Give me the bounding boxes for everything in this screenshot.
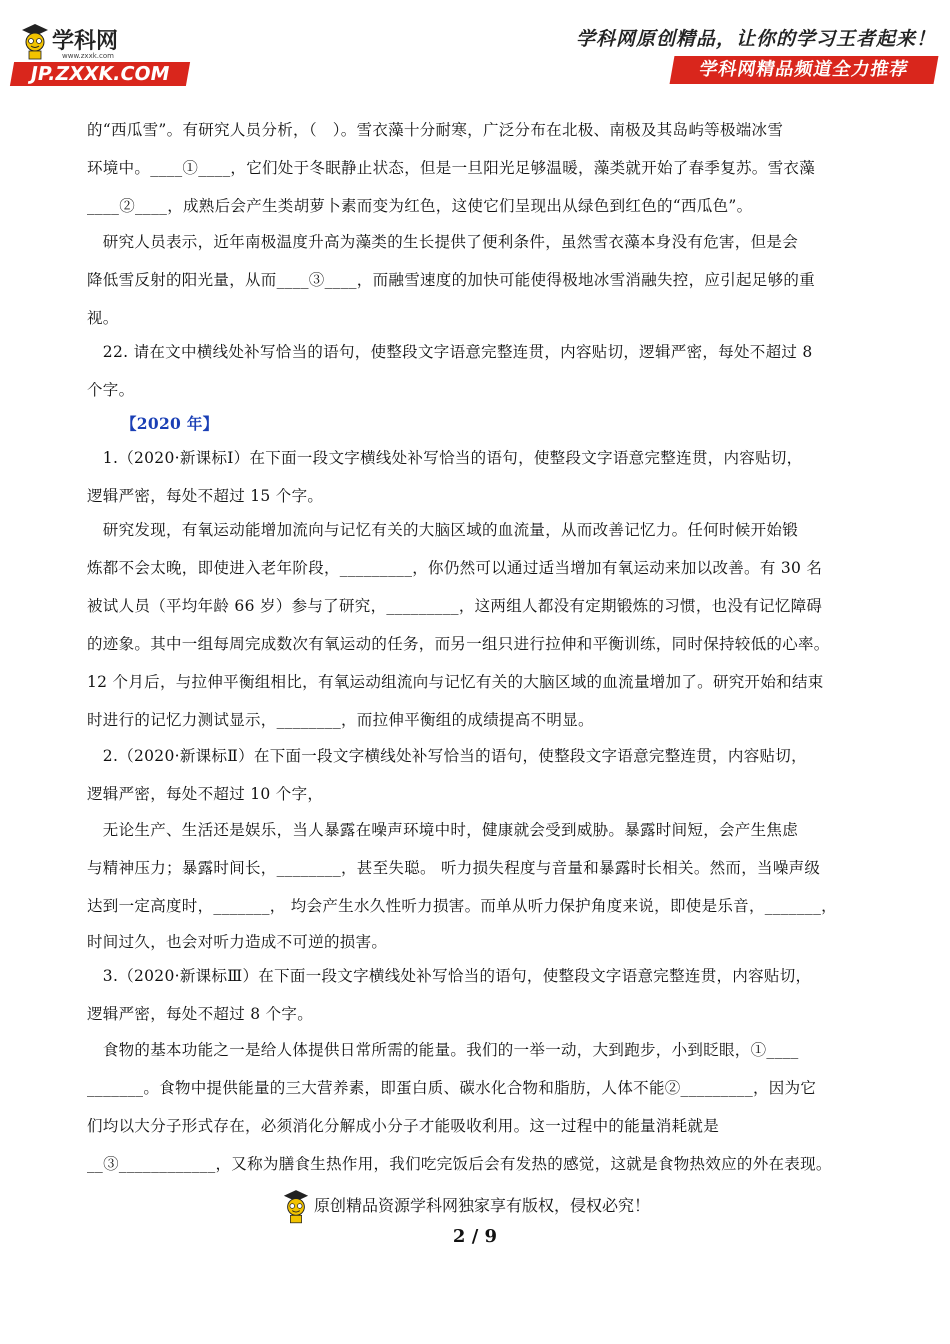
header-banner: 学科网精品频道全力推荐 <box>670 56 939 84</box>
text-line: 12 个月后，与拉伸平衡组相比，有氧运动组流向与记忆有关的大脑区域的血流量增加了。研究开始和结束 <box>87 673 824 691</box>
text-line: 逻辑严密，每处不超过 8 个字。 <box>87 1005 314 1023</box>
text-line: 时间过久，也会对听力造成不可逆的损害。 <box>87 933 388 951</box>
text-line: 个字。 <box>87 381 135 399</box>
text-line: 逻辑严密，每处不超过 15 个字。 <box>87 487 324 505</box>
logo-url: www.zxxk.com <box>62 52 114 60</box>
question-3: 3.（2020·新课标Ⅲ）在下面一段文字横线处补写恰当的语句，使整段文字语意完整连贯，内容贴切， <box>87 967 812 985</box>
mascot-icon <box>20 22 50 60</box>
text-line: ____②____，成熟后会产生类胡萝卜素而变为红色，这使它们呈现出从绿色到红色的“西瓜色”。 <box>87 197 753 215</box>
header-slogan: 学科网原创精品，让你的学习王者起来！ <box>575 28 936 50</box>
logo-domain: JP.ZXXK.COM <box>10 62 190 86</box>
page-header <box>0 0 950 100</box>
text-line: 逻辑严密，每处不超过 10 个字， <box>87 785 324 803</box>
copyright-text: 原创精品资源学科网独家享有版权，侵权必究！ <box>314 1196 651 1215</box>
text-line: 研究发现，有氧运动能增加流向与记忆有关的大脑区域的血流量，从而改善记忆力。任何时候开始锻 <box>87 521 799 539</box>
text-line: 的迹象。其中一组每周完成数次有氧运动的任务，而另一组只进行拉伸和平衡训练，同时保持较低的心率。 <box>87 635 830 653</box>
text-line: __③____________，又称为膳食生热作用，我们吃完饭后会有发热的感觉，这就是食物热效应的外在表现。 <box>87 1155 832 1173</box>
text-line: 们均以大分子形式存在，必须消化分解成小分子才能吸收利用。这一过程中的能量消耗就是 <box>87 1117 720 1135</box>
text-line: 时进行的记忆力测试显示，________，而拉伸平衡组的成绩提高不明显。 <box>87 711 594 729</box>
logo-text: 学科网 <box>52 29 119 54</box>
text-line: 的“西瓜雪”。有研究人员分析，（ ）。雪衣藻十分耐寒，广泛分布在北极、南极及其岛屿等极端冰雪 <box>87 121 784 139</box>
question-1: 1.（2020·新课标Ⅰ）在下面一段文字横线处补写恰当的语句，使整段文字语意完整连贯，内容贴切， <box>87 449 803 467</box>
mascot-icon <box>282 1188 310 1224</box>
question-22: 22. 请在文中横线处补写恰当的语句，使整段文字语意完整连贯，内容贴切，逻辑严密，每处不超过 8 <box>87 343 813 361</box>
text-line: 食物的基本功能之一是给人体提供日常所需的能量。我们的一举一动，大到跑步，小到眨眼，①____ <box>87 1041 799 1059</box>
text-line: 环境中。____①____，它们处于冬眠静止状态，但是一旦阳光足够温暖，藻类就开始了春季复苏。雪衣藻 <box>87 159 816 177</box>
text-line: 达到一定高度时，_______， 均会产生水久性听力损害。而单从听力保护角度来说，即使是乐音，_______， <box>87 897 837 915</box>
text-line: _______。食物中提供能量的三大营养素，即蛋白质、碳水化合物和脂肪，人体不能②_________，因为它 <box>87 1079 817 1097</box>
text-line: 研究人员表示，近年南极温度升高为藻类的生长提供了便利条件，虽然雪衣藻本身没有危害，但是会 <box>87 233 799 251</box>
question-2: 2.（2020·新课标Ⅱ）在下面一段文字横线处补写恰当的语句，使整段文字语意完整连贯，内容贴切， <box>87 747 807 765</box>
text-line: 无论生产、生活还是娱乐，当人暴露在噪声环境中时，健康就会受到威胁。暴露时间短，会产生焦虑 <box>87 821 799 839</box>
text-line: 降低雪反射的阳光量，从而____③____，而融雪速度的加快可能使得极地冰雪消融失控，应引起足够的重 <box>87 271 816 289</box>
site-logo[interactable] <box>12 20 192 86</box>
page-number: 2 / 9 <box>452 1226 498 1247</box>
text-line: 被试人员（平均年龄 66 岁）参与了研究，_________，这两组人都没有定期锻炼的习惯，也没有记忆障碍 <box>87 597 823 615</box>
text-line: 与精神压力；暴露时间长，________，甚至失聪。 听力损失程度与音量和暴露时长相关。然而，当噪声级 <box>87 859 821 877</box>
text-line: 视。 <box>87 309 119 327</box>
year-heading: 【2020 年】 <box>121 414 219 433</box>
text-line: 炼都不会太晚，即使进入老年阶段，_________，你仍然可以通过适当增加有氧运动来加以改善。有 30 名 <box>87 559 823 577</box>
